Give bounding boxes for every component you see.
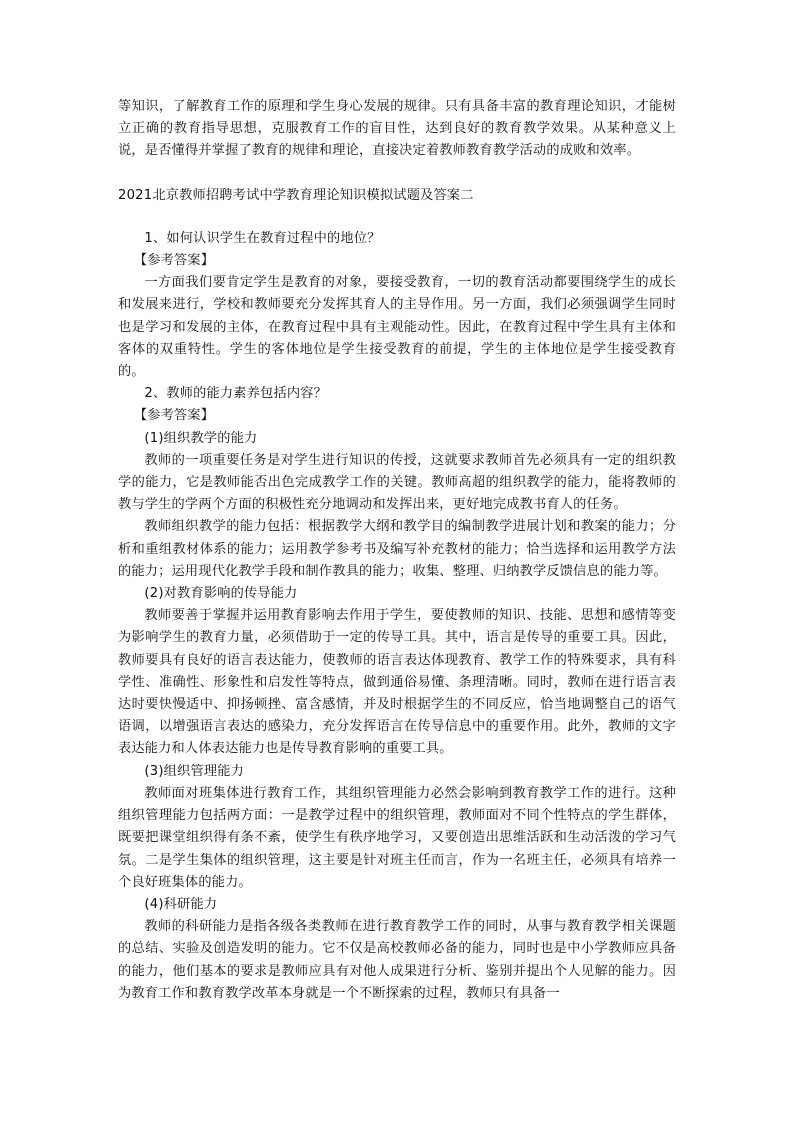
- answer-label-2: 【参考答案】: [133, 408, 215, 424]
- document-title: 2021北京教师招聘考试中学教育理论知识模拟试题及答案二: [118, 187, 474, 203]
- section-4-paragraph-1: 教师的科研能力是指各级各类教师在进行教育教学工作的同时，从事与教育教学相关课题的总结、实验及创造发明的能力。它不仅是高校教师必备的能力，同时也是中小学教师应具备的能力，他们基本的要求是教师应具有对他人成果进行分析、鉴别并提出个人见解的能力。因为教育工作和教育教学改革本身就是一个不断探索的过程，教师只有具备一: [118, 919, 676, 1001]
- section-heading-4: (4)科研能力: [144, 896, 218, 912]
- document-page: [118, 96, 676, 1005]
- section-heading-2: (2)对教育影响的传导能力: [144, 586, 298, 602]
- section-1-paragraph-1: 教师的一项重要任务是对学生进行知识的传授，这就要求教师首先必须具有一定的组织教学的能力，它是教师能否出色完成教学工作的关键。教师高超的组织教学的能力，能将教师的教与学生的学两个方面的积极性充分地调动和发挥出来，更好地完成教书育人的任务。: [118, 452, 676, 513]
- section-1-paragraph-2: 教师组织教学的能力包括：根据教学大纲和教学目的编制教学进展计划和教案的能力；分析和重组教材体系的能力；运用教学参考书及编写补充教材的能力；恰当选择和运用教学方法的能力；运用现代化教学手段和制作教具的能力；收集、整理、归纳教学反馈信息的能力等。: [118, 519, 676, 579]
- section-heading-1: (1)组织教学的能力: [144, 430, 258, 446]
- answer-label-1: 【参考答案】: [133, 253, 215, 269]
- section-heading-3: (3)组织管理能力: [144, 763, 244, 779]
- answer-1-paragraph: 一方面我们要肯定学生是教育的对象，要接受教育，一切的教育活动都要围绕学生的成长和发展来进行，学校和教师要充分发挥其育人的主导作用。另一方面，我们必须强调学生同时也是学习和发展的主体，在教育过程中具有主观能动性。因此，在教育过程中学生具有主体和客体的双重特性。学生的客体地位是学生接受教育的前提，学生的主体地位是学生接受教育的。: [118, 275, 676, 380]
- section-3-paragraph-1: 教师面对班集体进行教育工作，其组织管理能力必然会影响到教育教学工作的进行。这种组织管理能力包括两方面：一是教学过程中的组织管理，教师面对不同个性特点的学生群体，既要把课堂组织得有条不紊，使学生有秩序地学习，又要创造出思维活跃和生动活泼的学习气氛。二是学生集体的组织管理，这主要是针对班主任而言，作为一名班主任，必须具有培养一个良好班集体的能力。: [118, 785, 676, 890]
- question-2: 2、教师的能力素养包括内容？: [144, 386, 328, 402]
- section-2-paragraph-1: 教师要善于掌握并运用教育影响去作用于学生，要使教师的知识、技能、思想和感情等变为影响学生的教育力量，必须借助于一定的传导工具。其中，语言是传导的重要工具。因此，教师要具有良好的语言表达能力，使教师的语言表达体现教育、教学工作的特殊要求，具有科学性、准确性、形象性和启发性等特点，做到通俗易懂、条理清晰。同时，教师在进行语言表达时要快慢适中、抑扬顿挫、富含感情，并及时根据学生的不同反应，恰当地调整自己的语气语调，以增强语言表达的感染力，充分发挥语言在传导信息中的重要作用。此外，教师的文字表达能力和人体表达能力也是传导教育影响的重要工具。: [118, 608, 676, 757]
- question-1: 1、如何认识学生在教育过程中的地位？: [144, 230, 381, 246]
- intro-paragraph: 等知识，了解教育工作的原理和学生身心发展的规律。只有具备丰富的教育理论知识，才能树立正确的教育指导思想，克服教育工作的盲目性，达到良好的教育教学效果。从某种意义上说，是否懂得并掌握了教育的规律和理论，直接决定着教师教育教学活动的成败和效率。: [118, 99, 676, 159]
